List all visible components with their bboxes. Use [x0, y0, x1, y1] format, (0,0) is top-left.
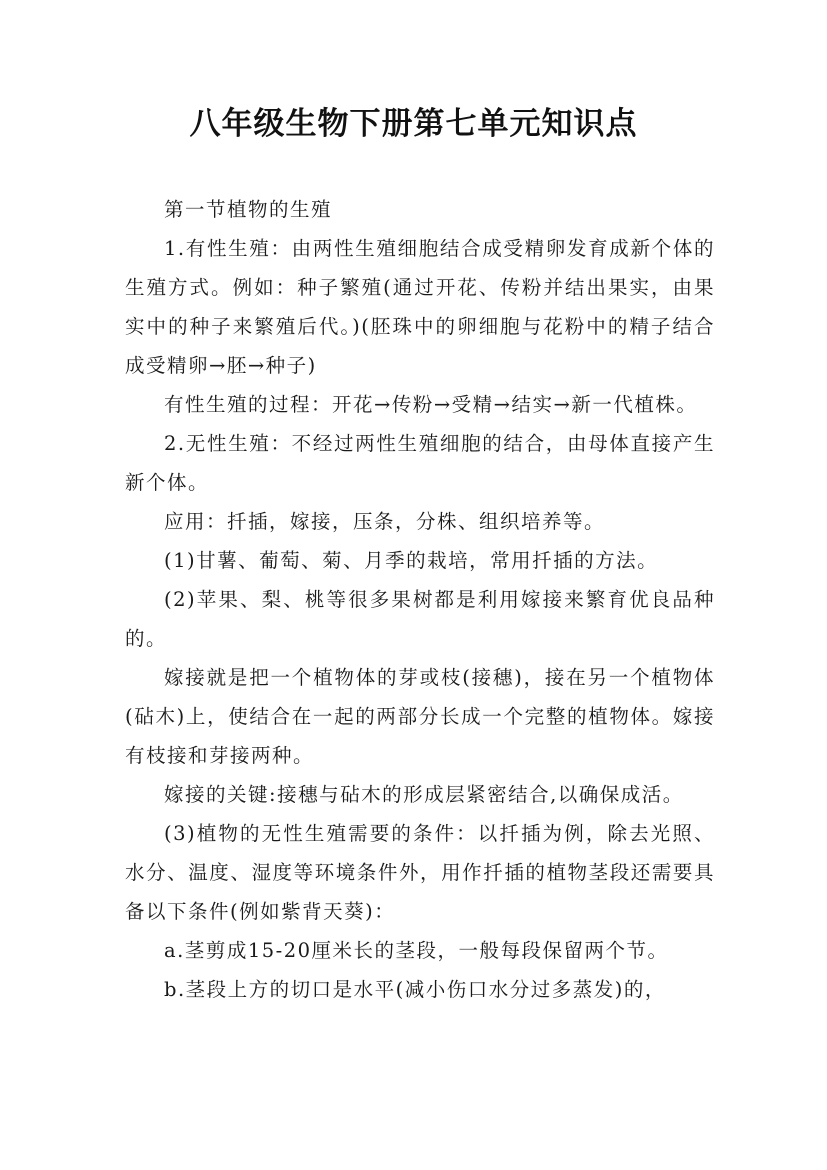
paragraph: (2)苹果、梨、桃等很多果树都是利用嫁接来繁育优良品种的。 [125, 588, 715, 650]
document-body [125, 190, 715, 1009]
paragraph: 2.无性生殖：不经过两性生殖细胞的结合，由母体直接产生新个体。 [125, 432, 715, 494]
paragraph: 嫁接的关键:接穗与砧木的形成层紧密结合,以确保成活。 [164, 783, 684, 806]
paragraph: 有性生殖的过程：开花→传粉→受精→结实→新一代植株。 [164, 393, 698, 416]
paragraph: 应用：扦插，嫁接，压条，分株、组织培养等。 [164, 510, 606, 533]
document-title: 八年级生物下册第七单元知识点 [189, 106, 638, 142]
paragraph: 1.有性生殖：由两性生殖细胞结合成受精卵发育成新个体的生殖方式。例如：种子繁殖(通过开花、传粉并结出果实，由果实中的种子来繁殖后代。)(胚珠中的卵细胞与花粉中的精子结合成受精卵→胚→种子) [125, 237, 715, 377]
paragraph: a.茎剪成15-20厘米长的茎段，一般每段保留两个节。 [164, 939, 669, 962]
section-heading: 第一节植物的生殖 [164, 198, 333, 221]
paragraph: (3)植物的无性生殖需要的条件：以扦插为例，除去光照、水分、温度、湿度等环境条件外，用作扦插的植物茎段还需要具备以下条件(例如紫背天葵)： [125, 822, 715, 923]
paragraph: b.茎段上方的切口是水平(减小伤口水分过多蒸发)的， [164, 978, 666, 1001]
paragraph: 嫁接就是把一个植物体的芽或枝(接穗)，接在另一个植物体(砧木)上，使结合在一起的两部分长成一个完整的植物体。嫁接有枝接和芽接两种。 [125, 666, 715, 767]
paragraph: (1)甘薯、葡萄、菊、月季的栽培，常用扦插的方法。 [164, 549, 659, 572]
